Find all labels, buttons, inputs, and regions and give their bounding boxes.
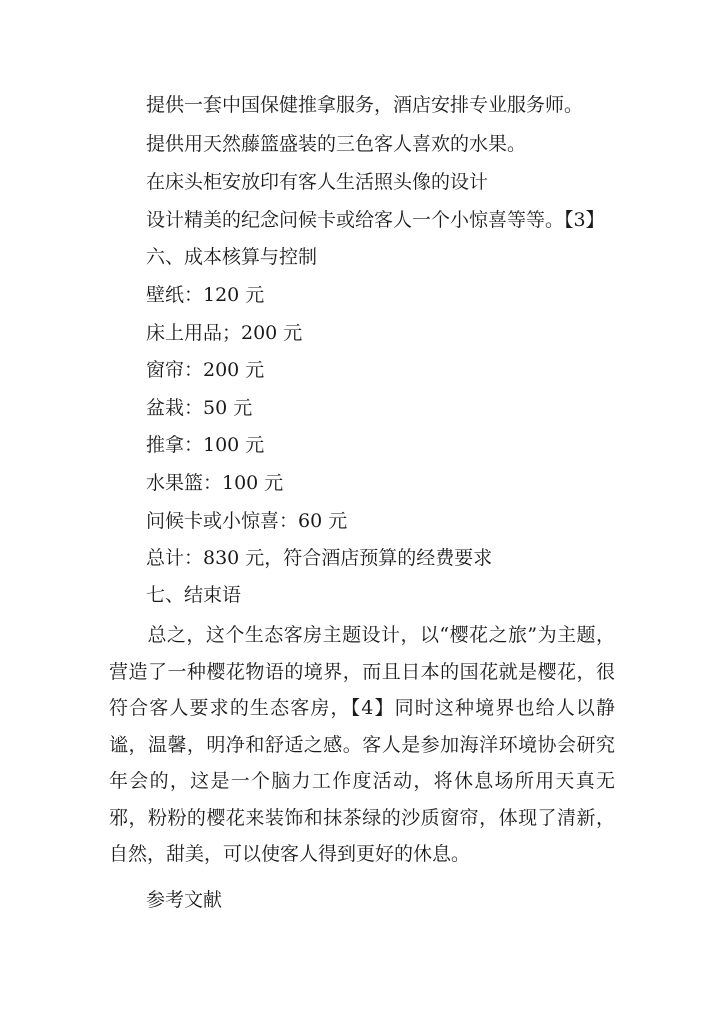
cost-item: 窗帘：200 元 — [146, 359, 265, 381]
section-heading: 六、成本核算与控制 — [146, 246, 318, 268]
cost-item: 壁纸：120 元 — [146, 284, 265, 306]
conclusion-paragraph — [109, 617, 615, 873]
service-item: 在床头柜安放印有客人生活照头像的设计 — [146, 171, 489, 193]
cost-item: 盆栽：50 元 — [146, 397, 253, 419]
cost-total: 总计：830 元，符合酒店预算的经费要求 — [146, 547, 493, 569]
cost-item: 水果篮：100 元 — [146, 472, 284, 494]
cost-item: 床上用品；200 元 — [146, 322, 303, 344]
service-item: 提供用天然藤篮盛装的三色客人喜欢的水果。 — [146, 133, 527, 155]
cost-item: 推拿：100 元 — [146, 434, 265, 456]
conclusion-text: 总之，这个生态客房主题设计，以“樱花之旅”为主题，营造了一种樱花物语的境界，而且日本的国花就是樱花，很符合客人要求的生态客房，【4】同时这种境界也给人以静谧，温馨，明净和舒适之感。客人是参加海洋环境协会研究年会的，这是一个脑力工作度活动，将休息场所用天真无邪，粉粉的樱花来装饰和抹茶绿的沙质窗帘，体现了清新，自然，甜美，可以使客人得到更好的休息。 — [109, 624, 615, 865]
service-item: 设计精美的纪念问候卡或给客人一个小惊喜等等。【3】 — [146, 209, 605, 231]
cost-item: 问候卡或小惊喜：60 元 — [146, 510, 348, 532]
references-heading: 参考文献 — [146, 889, 223, 911]
service-item: 提供一套中国保健推拿服务，酒店安排专业服务师。 — [146, 94, 584, 116]
section-heading: 七、结束语 — [146, 584, 242, 606]
